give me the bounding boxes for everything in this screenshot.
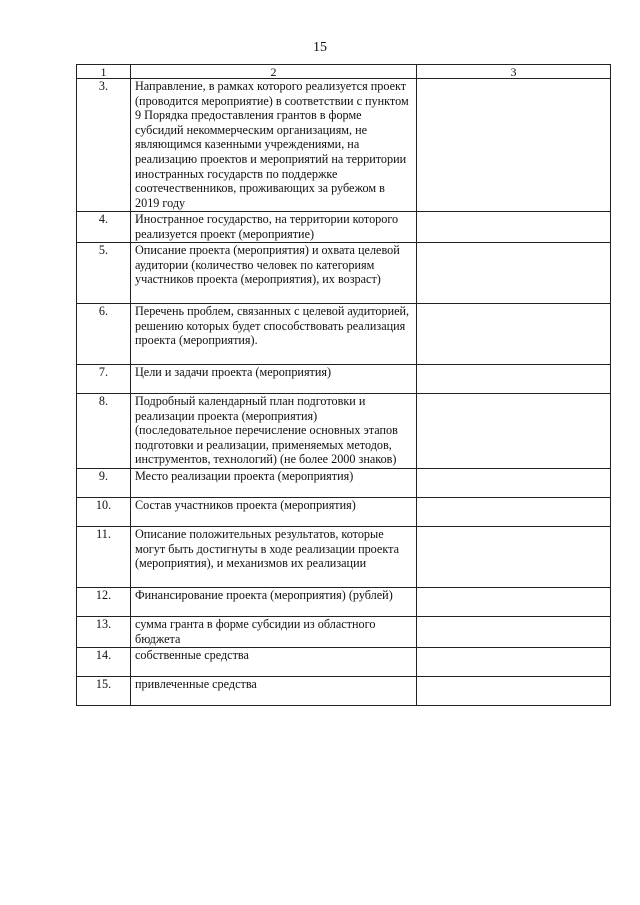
row-label: привлеченные средства (131, 677, 417, 706)
table-row (77, 498, 611, 527)
row-label: собственные средства (131, 648, 417, 677)
table-row (77, 648, 611, 677)
row-label: Финансирование проекта (мероприятия) (рублей) (131, 588, 417, 617)
row-number: 3. (77, 79, 131, 212)
column-header-1: 1 (77, 65, 131, 79)
row-value-cell[interactable] (417, 498, 611, 527)
row-label: Описание проекта (мероприятия) и охвата целевой аудитории (количество человек по категориям участников проекта (мероприятия), их возраст) (131, 243, 417, 304)
row-value-cell[interactable] (417, 212, 611, 243)
table-row (77, 394, 611, 469)
row-label: Подробный календарный план подготовки и реализации проекта (мероприятия) (последовательное перечисление основных этапов подготовки и реализации, применяемых методов, инструментов, технологий) (не более 2000 знаков) (131, 394, 417, 469)
row-value-cell[interactable] (417, 617, 611, 648)
row-value-cell[interactable] (417, 243, 611, 304)
row-number: 15. (77, 677, 131, 706)
row-value-cell[interactable] (417, 79, 611, 212)
row-number: 13. (77, 617, 131, 648)
row-label: сумма гранта в форме субсидии из областного бюджета (131, 617, 417, 648)
row-value-cell[interactable] (417, 304, 611, 365)
row-label: Направление, в рамках которого реализуется проект (проводится мероприятие) в соответствии с пунктом 9 Порядка предоставления грантов в форме субсидий некоммерческим организациям, не являющимся казенными учреждениями, на реализацию проектов и мероприятий на территории иностранных государств по поддержке соотечественников, проживающих за рубежом в 2019 году (131, 79, 417, 212)
table-header-row (77, 65, 611, 79)
page-number: 15 (313, 40, 327, 55)
row-number: 6. (77, 304, 131, 365)
column-header-2: 2 (131, 65, 417, 79)
table-row (77, 588, 611, 617)
row-number: 9. (77, 469, 131, 498)
table-row (77, 677, 611, 706)
table-row (77, 617, 611, 648)
row-number: 10. (77, 498, 131, 527)
row-value-cell[interactable] (417, 588, 611, 617)
row-number: 8. (77, 394, 131, 469)
row-label: Цели и задачи проекта (мероприятия) (131, 365, 417, 394)
row-number: 5. (77, 243, 131, 304)
row-number: 7. (77, 365, 131, 394)
row-number: 11. (77, 527, 131, 588)
table-row (77, 469, 611, 498)
column-header-3: 3 (417, 65, 611, 79)
row-value-cell[interactable] (417, 648, 611, 677)
table-row (77, 527, 611, 588)
row-number: 12. (77, 588, 131, 617)
row-label: Описание положительных результатов, которые могут быть достигнуты в ходе реализации проекта (мероприятия), и механизмов их реализации (131, 527, 417, 588)
row-label: Перечень проблем, связанных с целевой аудиторией, решению которых будет способствовать реализация проекта (мероприятия). (131, 304, 417, 365)
row-value-cell[interactable] (417, 394, 611, 469)
row-value-cell[interactable] (417, 527, 611, 588)
row-value-cell[interactable] (417, 469, 611, 498)
table-row (77, 365, 611, 394)
application-form-table (76, 64, 611, 706)
row-value-cell[interactable] (417, 365, 611, 394)
row-value-cell[interactable] (417, 677, 611, 706)
table-row (77, 304, 611, 365)
row-number: 4. (77, 212, 131, 243)
table-row (77, 243, 611, 304)
row-label: Состав участников проекта (мероприятия) (131, 498, 417, 527)
row-label: Иностранное государство, на территории которого реализуется проект (мероприятие) (131, 212, 417, 243)
table-row (77, 79, 611, 212)
table-row (77, 212, 611, 243)
row-number: 14. (77, 648, 131, 677)
row-label: Место реализации проекта (мероприятия) (131, 469, 417, 498)
